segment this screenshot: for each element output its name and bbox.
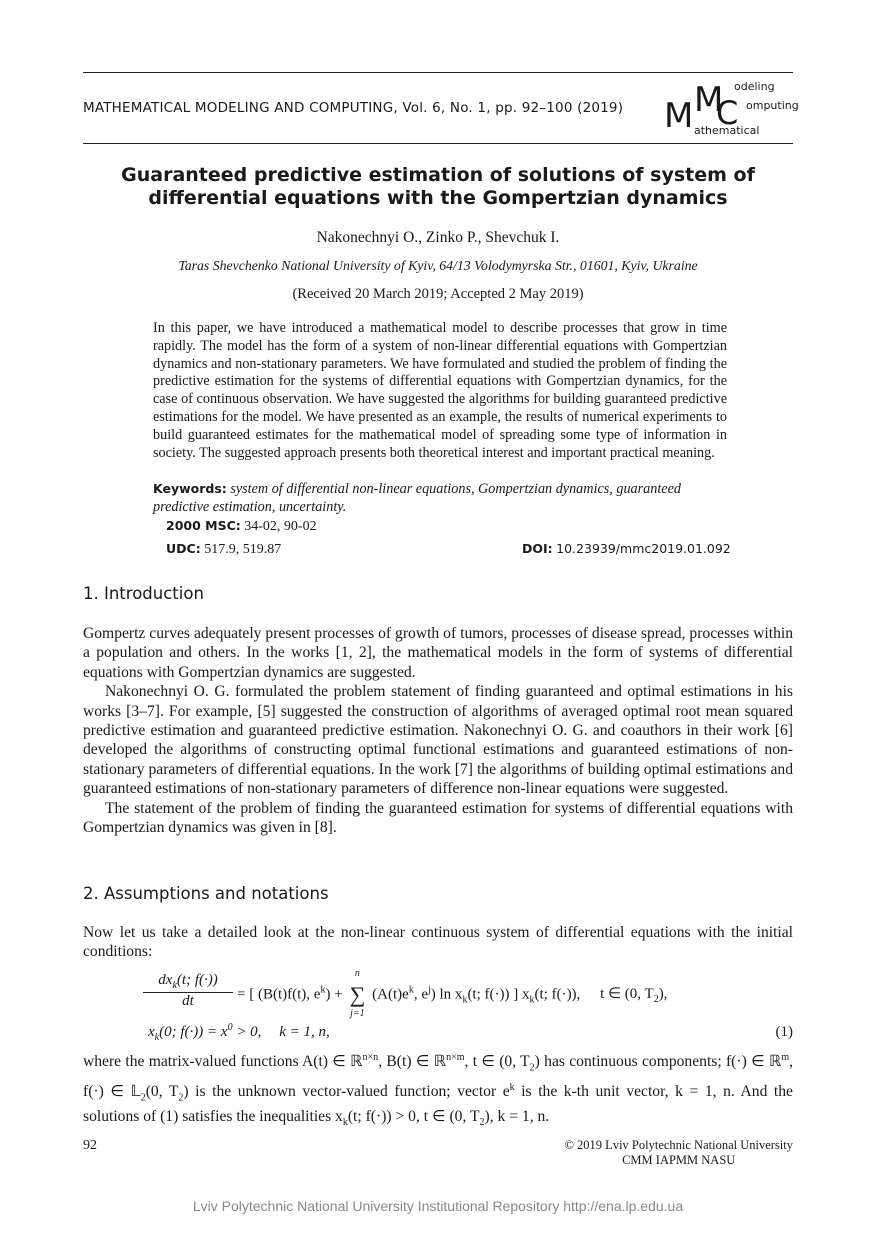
eq-sup: j <box>427 984 431 996</box>
eq-sum: ∑ n j=1 <box>346 982 368 1008</box>
eq-initial-condition <box>148 1022 330 1043</box>
eq-part: (t; f(·)) ] x <box>467 986 530 1003</box>
logo-word-modeling: odeling <box>734 80 775 93</box>
eq-sup: k <box>320 984 326 996</box>
intro-paragraph: The statement of the problem of finding the guaranteed estimation for systems of differential equations with Gompertzian dynamics was given in [8]. <box>83 799 793 837</box>
received-dates: (Received 20 March 2019; Accepted 2 May 2019) <box>292 286 584 302</box>
doi-value[interactable]: 10.23939/mmc2019.01.092 <box>556 541 731 556</box>
eq-part: (t; f(·)), <box>534 986 581 1003</box>
logo-m2: M <box>694 80 724 120</box>
journal-logo <box>664 78 799 138</box>
eq-part: (0; f(·)) = x <box>159 1024 228 1040</box>
udc-label: UDC: <box>166 541 201 556</box>
eq-part: k = 1, n, <box>279 1024 330 1040</box>
intro-paragraph: Nakonechnyi O. G. formulated the problem statement of finding guaranteed and optimal estimations in his works [3–7]. For example, [5] suggested the construction of algorithms of averaged optimal root mean squared predictive estimation and guaranteed predictive estimation. Nakonechnyi O. G. and coauthors in their work [6] developed the algorithms of constructing optimal functional estimations and guaranteed estimations of non-stationary parameters of differential equations. In the work [7] the algorithms of building optimal estimations and guaranteed estimations of non-stationary parameters of difference non-linear equations were suggested. <box>83 683 793 798</box>
header-rule <box>83 143 793 144</box>
journal-header: MATHEMATICAL MODELING AND COMPUTING, Vol. 6, No. 1, pp. 92–100 (2019) <box>83 100 624 116</box>
abstract <box>153 320 727 462</box>
eq-sub: k <box>462 994 468 1006</box>
eq-domain-end: ), <box>658 986 668 1003</box>
section-heading-assumptions: 2. Assumptions and notations <box>83 884 329 903</box>
eq-lhs-den: dt <box>182 993 194 1009</box>
msc <box>166 518 317 535</box>
eq-lhs-sub: k <box>172 980 177 991</box>
eq-lhs-fraction <box>143 972 233 1010</box>
eq-part: ) + <box>325 986 347 1003</box>
copyright-block <box>564 1138 793 1168</box>
keywords-text: system of differential non-linear equations, Gompertzian dynamics, guaranteed predictive estimation, uncertainty. <box>153 481 681 515</box>
logo-word-computing: omputing <box>746 99 799 112</box>
assumptions-intro: Now let us take a detailed look at the non-linear continuous system of differential equations with the initial conditions: <box>83 924 793 961</box>
intro-paragraph: Gompertz curves adequately present processes of growth of tumors, processes of disease spread, processes within a population and others. In the works [1, 2], the mathematical models in the form of systems of differential equations with Gompertzian dynamics are suggested. <box>83 625 793 681</box>
top-rule <box>83 72 793 73</box>
eq-part: ) ln x <box>430 986 463 1003</box>
logo-word-mathematical: athematical <box>694 124 760 137</box>
affiliation: Taras Shevchenko National University of Kyiv, 64/13 Volodymyrska Str., 01601, Kyiv, Ukraine <box>178 258 698 273</box>
keywords-label: Keywords: <box>153 481 227 496</box>
msc-label: 2000 MSC: <box>166 518 241 533</box>
udc-value: 517.9, 519.87 <box>204 542 282 557</box>
introduction-body <box>83 624 793 837</box>
eq-part: = [ (B(t)f(t), e <box>237 986 321 1003</box>
section-heading-introduction: 1. Introduction <box>83 584 204 603</box>
eq-part: x <box>148 1024 155 1040</box>
eq-sup: k <box>408 984 414 996</box>
abstract-text: In this paper, we have introduced a mathematical model to describe processes that grow in time rapidly. The model has the form of a system of non-linear differential equations with Gompertzian dynamics and non-stationary parameters. We have formulated and studied the problem of finding the predictive estimation for the systems of differential equations with Gompertzian dynamics, for the case of continuous observation. We have suggested the algorithms for building guaranteed predictive estimations for the model. We have presented as an example, the results of numerical experiments to build guaranteed estimates for the mathematical model of spreading some type of information in society. The suggested approach presents both theoretical interest and important practical meaning. <box>153 320 727 461</box>
eq-sub: k <box>154 1032 160 1043</box>
udc <box>166 541 281 558</box>
eq-part: > 0, <box>232 1024 262 1040</box>
msc-value: 34-02, 90-02 <box>244 519 317 534</box>
eq-sup: 0 <box>227 1022 233 1033</box>
eq-rhs <box>237 968 668 1019</box>
eq-number: (1) <box>775 1024 793 1040</box>
logo-m1: M <box>664 96 694 136</box>
after-eq-paragraph: where the matrix-valued functions A(t) ∈ ℝ$^{n\times n}$, B(t) ∈ ℝ$^{n\times m}$, t ∈ (0, $T_2$) has continuous components; f(·) ∈ ℝ$^m$, f(·) ∈ 𝕃$_2$(0, $T_2$) is the unknown vector-valued function; vector $e^k$ is the k-th unit vector, k = 1, n. And the solutions of (1) satisfies the inequalities $x_k(t$; f(·)) > 0, t ∈ (0, $T_2$), k = 1, n. <box>83 1052 793 1129</box>
after-equation-text <box>83 1048 793 1133</box>
copyright: © 2019 Lviv Polytechnic National University <box>564 1138 793 1152</box>
equation-1 <box>83 968 793 1043</box>
eq-sub: k <box>529 994 535 1006</box>
authors: Nakonechnyi O., Zinko P., Shevchuk I. <box>316 229 560 246</box>
logo-c: C <box>716 94 739 132</box>
paper-title: Guaranteed predictive estimation of solutions of system of differential equations with the Gompertzian dynamics <box>121 164 755 209</box>
eq-lhs-arg: (t; f(·)) <box>176 972 218 988</box>
eq-sum-top: n <box>354 968 360 979</box>
repository-watermark[interactable]: Lviv Polytechnic National University Institutional Repository http://ena.lp.edu.ua <box>192 1198 684 1214</box>
doi[interactable] <box>522 541 731 558</box>
eq-sum-bottom: j=1 <box>350 1008 365 1019</box>
organization: CMM IAPMM NASU <box>622 1153 736 1167</box>
eq-lhs-num: dx <box>158 972 173 988</box>
eq-domain: t ∈ (0, T <box>600 986 654 1003</box>
page-number: 92 <box>83 1138 97 1153</box>
eq-part: , e <box>413 986 428 1003</box>
keywords <box>153 480 727 517</box>
doi-label: DOI: <box>522 541 553 556</box>
eq-part: (A(t)e <box>368 986 409 1003</box>
eq-domain-sub: 2 <box>653 994 659 1006</box>
